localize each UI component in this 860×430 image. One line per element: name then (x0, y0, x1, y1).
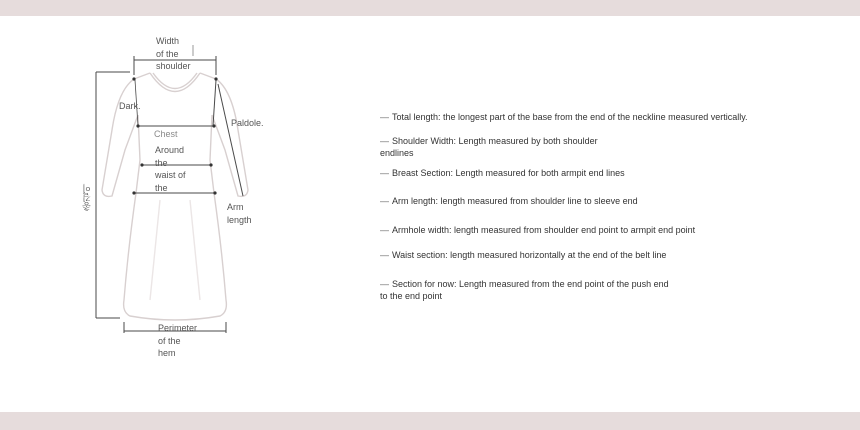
dash-icon: — (380, 112, 389, 122)
shoulder-width-label: Width of the shoulder (156, 36, 191, 71)
hem-perimeter-label: Perimeter of the hem (158, 323, 198, 358)
note-arm-length: — Arm length: length measured from shoulder line to sleeve end (380, 196, 638, 206)
dash-icon: — (380, 196, 389, 206)
note-section-for-now: — Section for now: Length measured from the end point of the push end to the end point (380, 279, 669, 301)
arm-length-label: Arm length (227, 202, 252, 225)
chest-label: Chest (154, 129, 178, 139)
dash-icon: — (380, 250, 389, 260)
note-waist-section: — Waist section: length measured horizontally at the end of the belt line (380, 250, 667, 260)
dash-icon: — (380, 136, 389, 146)
note-shoulder-width: — Shoulder Width: Length measured by both shoulder endlines (380, 136, 598, 158)
dash-icon: — (380, 279, 389, 289)
dress-measurement-diagram (0, 0, 380, 410)
bottom-border-band (0, 412, 860, 430)
paldole-label: Paldole. (231, 118, 264, 128)
note-armhole-width: — Armhole width: length measured from shoulder end point to armpit end point (380, 225, 696, 235)
dash-icon: — (380, 225, 389, 235)
dash-icon: — (380, 168, 389, 178)
waist-label: Around the waist of the (155, 145, 186, 193)
dark-label: Dark. (119, 101, 141, 111)
note-total-length: — Total length: the longest part of the base from the end of the neckline measured vertically. (380, 112, 748, 122)
note-breast-section: — Breast Section: Length measured for both armpit end lines (380, 168, 625, 178)
total-length-vertical-label: 총길이 (82, 184, 92, 212)
